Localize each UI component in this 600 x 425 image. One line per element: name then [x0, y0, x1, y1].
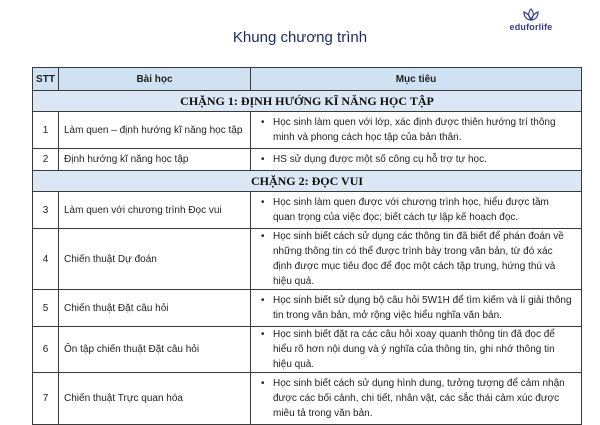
header-stt: STT: [33, 68, 59, 91]
row-goal: [251, 373, 582, 425]
row-lesson: Chiến thuật Đặt câu hỏi: [59, 290, 251, 327]
row-stt: 5: [33, 290, 59, 327]
row-goal: [251, 192, 582, 229]
header-goal: Mục tiêu: [251, 68, 582, 91]
row-lesson: Chiến thuật Dự đoán: [59, 229, 251, 290]
row-lesson: Làm quen với chương trình Đọc vui: [59, 192, 251, 229]
goal-bullet: • Học sinh biết cách sử dụng hình dung, tưởng tượng để cảm nhận được các bối cảnh, chi tiết, nhân vật, các sắc thái cảm xúc được miêu tả trong văn bản.: [273, 376, 573, 421]
section-heading-row: [33, 91, 582, 112]
section-heading: CHẶNG 2: ĐỌC VUI: [33, 171, 582, 192]
goal-bullet: • Học sinh làm quen được với chương trình học, hiểu được tầm quan trọng của việc đọc; biết cách tự lập kế hoạch đọc.: [273, 195, 573, 225]
table-row: [33, 149, 582, 171]
row-stt: 3: [33, 192, 59, 229]
curriculum-table: [32, 67, 582, 425]
goal-bullet: • HS sử dụng được một số công cụ hỗ trợ tự học.: [273, 152, 573, 167]
goal-bullet: • Học sinh biết sử dụng bộ câu hỏi 5W1H để tìm kiếm và lí giải thông tin trong văn bản, mở rộng việc hiểu nghĩa văn bản.: [273, 293, 573, 323]
goal-bullet: • Học sinh biết đặt ra các câu hỏi xoay quanh thông tin đã đọc để hiểu rõ hơn nội dung và ý nghĩa của thông tin, ghi nhớ thông tin hiệu quả.: [273, 327, 573, 372]
table-row: [33, 373, 582, 425]
row-stt: 2: [33, 149, 59, 171]
table-row: [33, 192, 582, 229]
row-lesson: Ôn tập chiến thuật Đặt câu hỏi: [59, 327, 251, 373]
goal-bullet: • Học sinh biết cách sử dụng các thông tin đã biết để phán đoán về những thông tin có thể được trình bày trong văn bản, từ đó xác định được mục tiêu đọc để đọc một cách tập trung, hứng thú và hiệu quả.: [273, 229, 573, 289]
row-stt: 4: [33, 229, 59, 290]
table-row: [33, 229, 582, 290]
row-stt: 6: [33, 327, 59, 373]
table-row: [33, 327, 582, 373]
page-title: Khung chương trình: [232, 29, 368, 46]
row-goal: [251, 229, 582, 290]
table-row: [33, 112, 582, 149]
row-lesson: Chiến thuật Trực quan hóa: [59, 373, 251, 425]
row-goal: [251, 327, 582, 373]
row-lesson: Định hướng kĩ năng học tập: [59, 149, 251, 171]
row-goal: [251, 112, 582, 149]
row-lesson: Làm quen – định hướng kĩ năng học tập: [59, 112, 251, 149]
table-row: [33, 290, 582, 327]
row-stt: 7: [33, 373, 59, 425]
brand-name: eduforlife: [509, 22, 553, 32]
row-goal: [251, 149, 582, 171]
row-stt: 1: [33, 112, 59, 149]
goal-bullet: • Học sinh làm quen với lớp, xác định được thiên hướng trí thông minh và phong cách học tập của bản thân.: [273, 115, 573, 145]
section-heading-row: [33, 171, 582, 192]
logo-icon: [518, 8, 544, 22]
row-goal: [251, 290, 582, 327]
section-heading: CHẶNG 1: ĐỊNH HƯỚNG KĨ NĂNG HỌC TẬP: [33, 91, 582, 112]
header-lesson: Bài học: [59, 68, 251, 91]
table-header-row: [33, 68, 582, 91]
